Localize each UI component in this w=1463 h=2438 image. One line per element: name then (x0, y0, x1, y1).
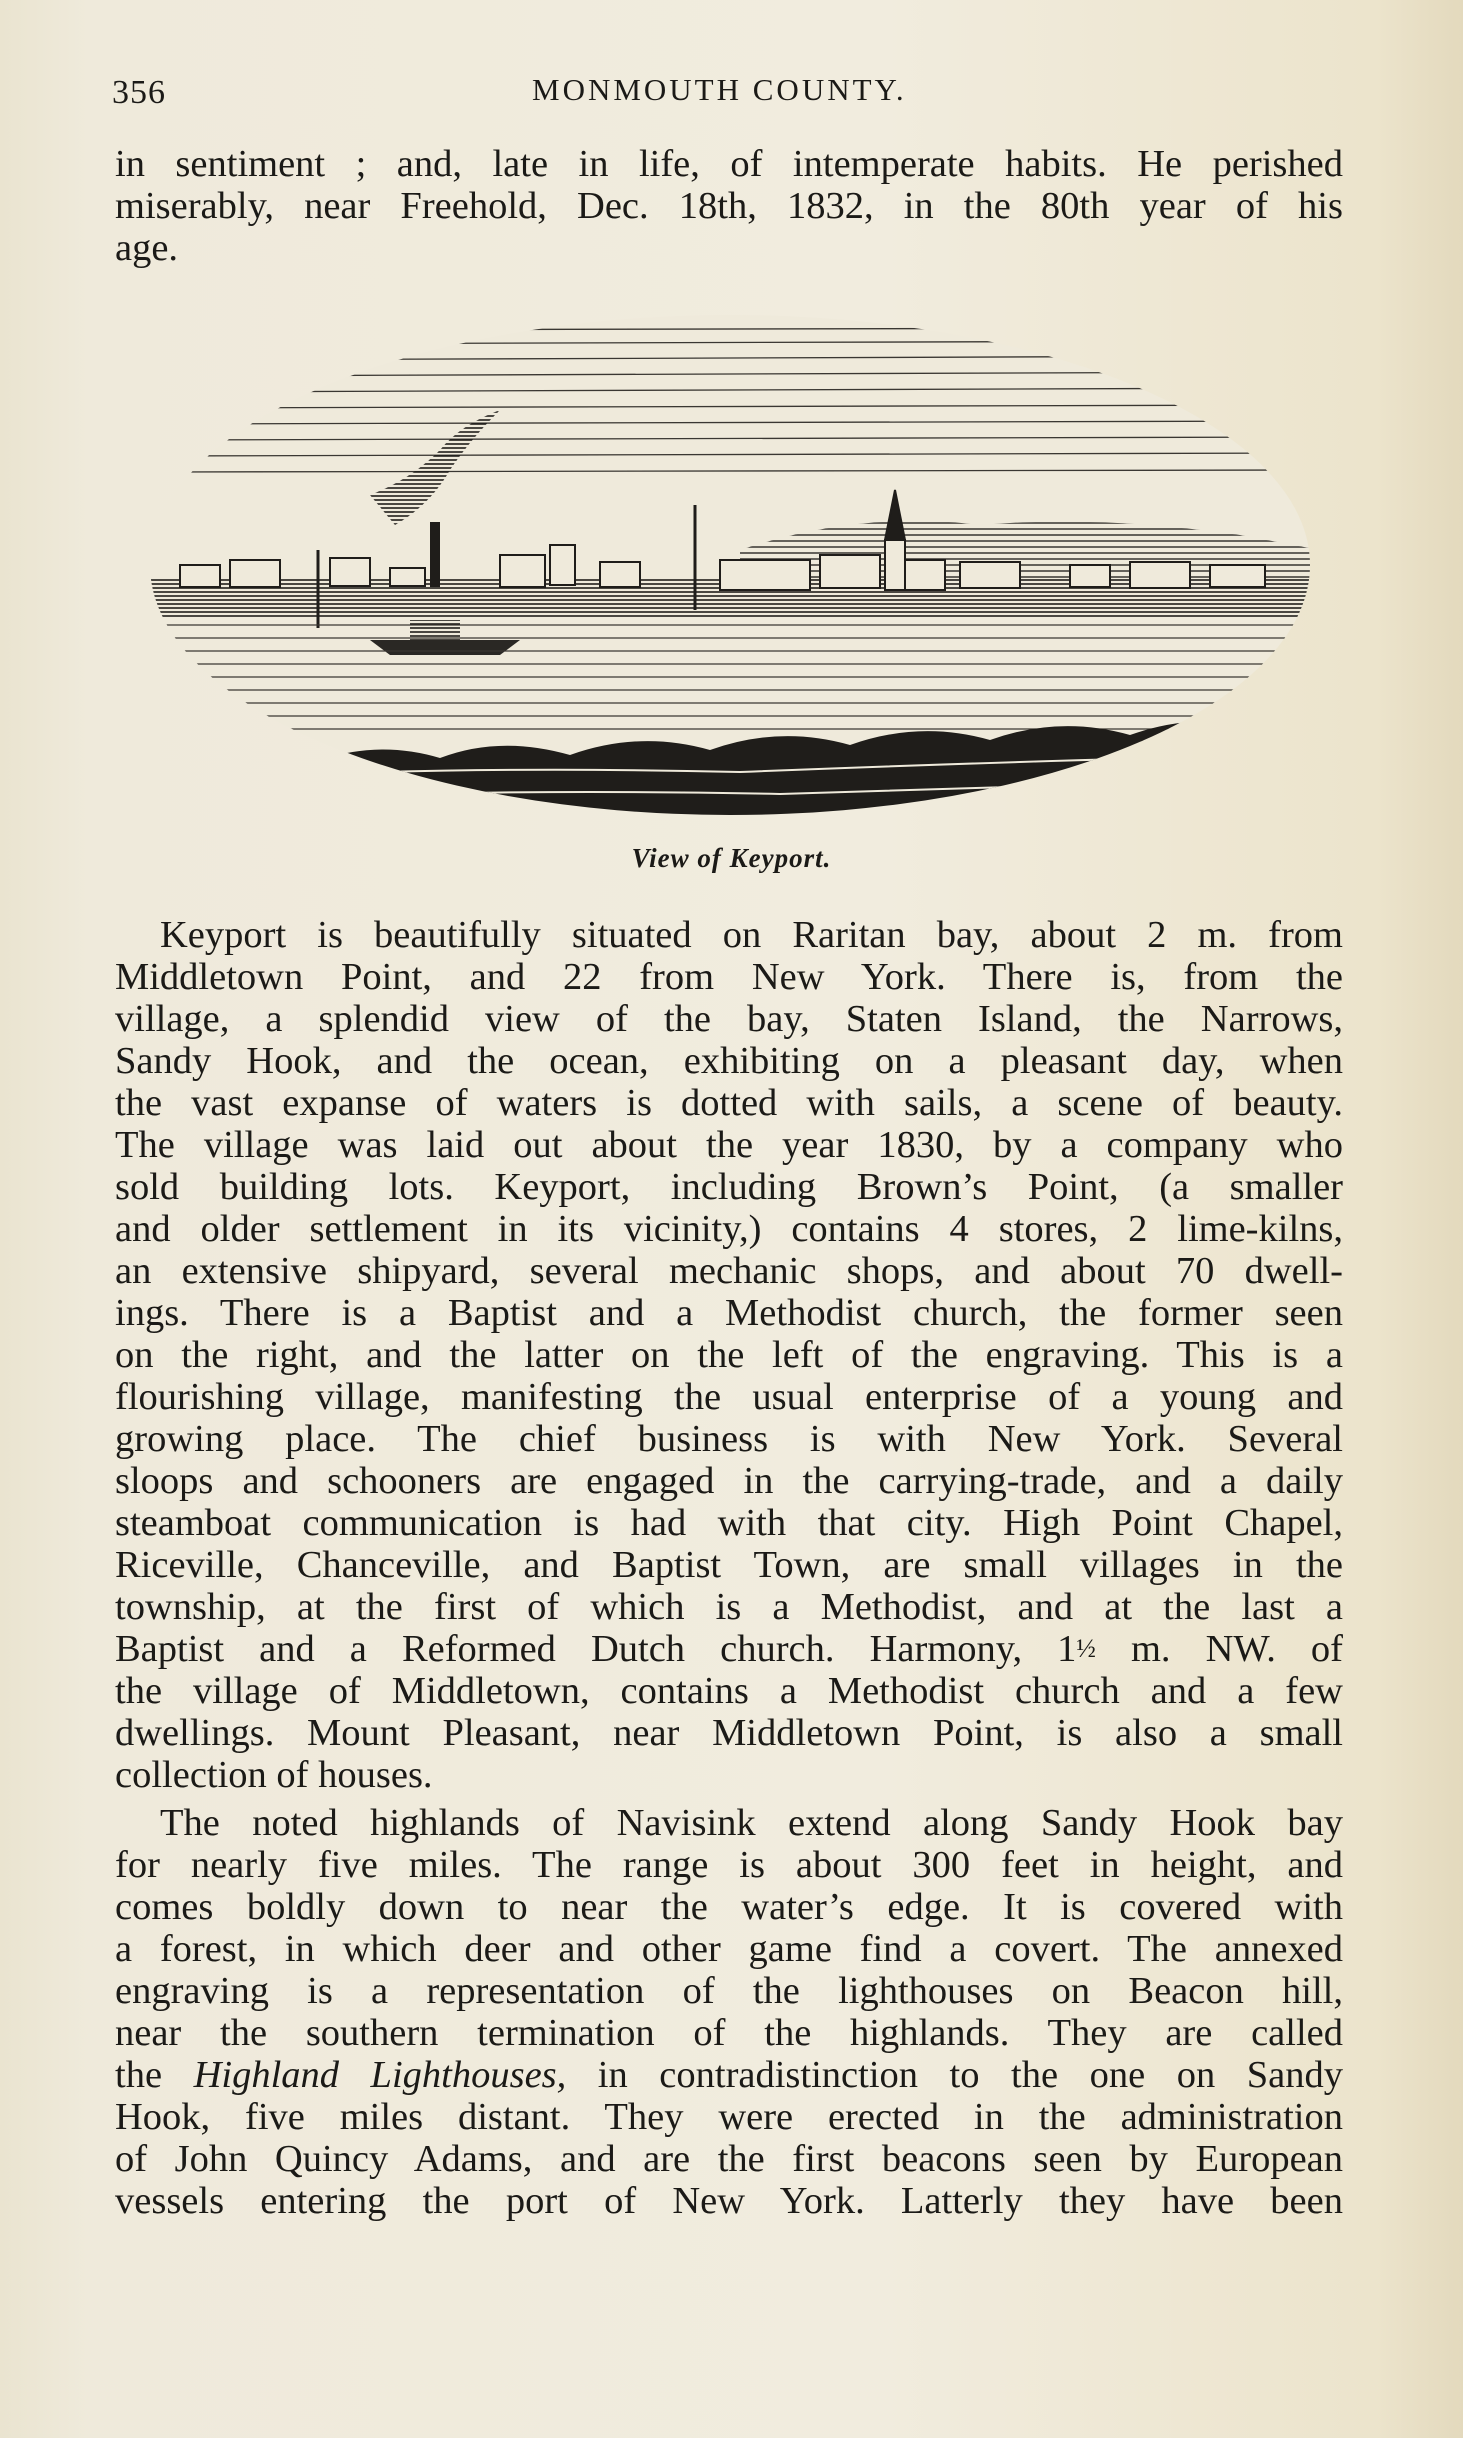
text-line: The village was laid out about the year 1830, by a company who (115, 1124, 1343, 1166)
text-line: steamboat communication is had with that city. High Point Chapel, (115, 1502, 1343, 1544)
page-header (112, 68, 1342, 118)
text-line: growing place. The chief business is with New York. Several (115, 1418, 1343, 1460)
text-line: flourishing village, manifesting the usual enterprise of a young and (115, 1376, 1343, 1418)
text-line: village, a splendid view of the bay, Staten Island, the Narrows, (115, 998, 1343, 1040)
italic-term: Highland Lighthouses, (193, 2054, 567, 2096)
text-line: and older settlement in its vicinity,) contains 4 stores, 2 lime-kilns, (115, 1208, 1343, 1250)
text-line: of John Quincy Adams, and are the first beacons seen by European (115, 2138, 1343, 2180)
text-line: The noted highlands of Navisink extend along Sandy Hook bay (160, 1802, 1343, 1844)
text-line: sold building lots. Keyport, including Brown’s Point, (a smaller (115, 1166, 1343, 1208)
text-line: engraving is a representation of the lighthouses on Beacon hill, (115, 1970, 1343, 2012)
text-line: the vast expanse of waters is dotted with sails, a scene of beauty. (115, 1082, 1343, 1124)
text-segment: in contradistinction to the one on Sandy (566, 2054, 1343, 2096)
text-line: township, at the first of which is a Methodist, and at the last a (115, 1586, 1343, 1628)
text-line: comes boldly down to near the water’s edge. It is covered with (115, 1886, 1343, 1928)
text-line: dwellings. Mount Pleasant, near Middletown Point, is also a small (115, 1712, 1343, 1754)
text-line: sloops and schooners are engaged in the carrying-trade, and a daily (115, 1460, 1343, 1502)
text-line: Middletown Point, and 22 from New York. There is, from the (115, 956, 1343, 998)
running-head: MONMOUTH COUNTY. (532, 72, 907, 107)
text-line: near the southern termination of the highlands. They are called (115, 2012, 1343, 2054)
text-line: the village of Middletown, contains a Methodist church and a few (115, 1670, 1343, 1712)
highlands-paragraph (115, 1802, 1343, 2222)
text-segment: m. NW. of (1095, 1628, 1343, 1670)
fraction: ½ (1076, 1634, 1096, 1663)
text-line (115, 2054, 1343, 2096)
text-line: Keyport is beautifully situated on Raritan bay, about 2 m. from (160, 914, 1343, 956)
text-segment: Baptist and a Reformed Dutch church. Harmony, 1 (115, 1628, 1077, 1670)
text-line: age. (115, 227, 179, 269)
keyport-paragraph (115, 914, 1343, 1796)
text-line: vessels entering the port of New York. Latterly they have been (115, 2180, 1343, 2222)
figure-caption: View of Keyport. (631, 843, 832, 873)
text-segment: the (115, 2054, 194, 2096)
keyport-engraving (140, 310, 1320, 830)
intro-paragraph (115, 143, 1343, 269)
page-number: 356 (112, 74, 166, 111)
text-line: ings. There is a Baptist and a Methodist church, the former seen (115, 1292, 1343, 1334)
text-line: Sandy Hook, and the ocean, exhibiting on a pleasant day, when (115, 1040, 1343, 1082)
text-line: for nearly five miles. The range is about 300 feet in height, and (115, 1844, 1343, 1886)
text-line: Hook, five miles distant. They were erected in the administration (115, 2096, 1343, 2138)
text-line: in sentiment ; and, late in life, of intemperate habits. He perished (115, 143, 1343, 185)
text-line: a forest, in which deer and other game find a covert. The annexed (115, 1928, 1343, 1970)
text-line (115, 1628, 1343, 1670)
text-line: an extensive shipyard, several mechanic shops, and about 70 dwell- (115, 1250, 1343, 1292)
text-line: on the right, and the latter on the left of the engraving. This is a (115, 1334, 1343, 1376)
text-line: Riceville, Chanceville, and Baptist Town, are small villages in the (115, 1544, 1343, 1586)
engraving-scene (140, 310, 1320, 830)
text-line: miserably, near Freehold, Dec. 18th, 1832, in the 80th year of his (115, 185, 1343, 227)
text-line: collection of houses. (115, 1754, 433, 1796)
